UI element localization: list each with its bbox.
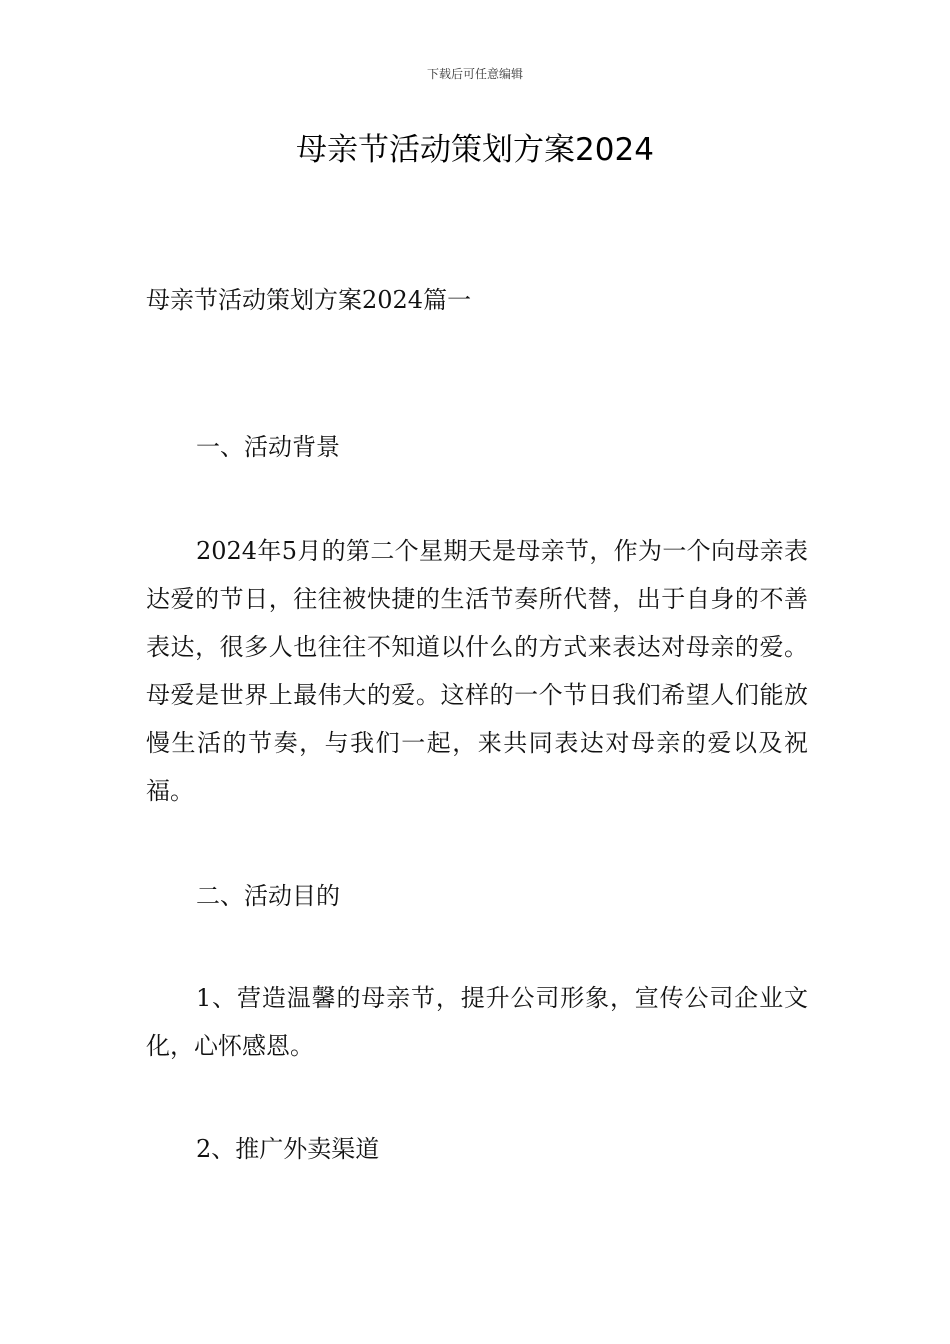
- section-heading-background: 一、活动背景: [196, 433, 340, 461]
- document-subtitle: 母亲节活动策划方案2024篇一: [146, 286, 472, 314]
- section-heading-purpose: 二、活动目的: [196, 882, 340, 910]
- background-paragraph: 2024年5月的第二个星期天是母亲节，作为一个向母亲表达爱的节日，往往被快捷的生活节奏所代替，出于自身的不善表达，很多人也往往不知道以什么的方式来表达对母亲的爱。母爱是世界上最伟大的爱。这样的一个节日我们希望人们能放慢生活的节奏，与我们一起，来共同表达对母亲的爱以及祝福。: [146, 537, 808, 805]
- page-header-note: 下载后可任意编辑: [426, 67, 523, 81]
- purpose-item-1: 1、营造温馨的母亲节，提升公司形象，宣传公司企业文化，心怀感恩。: [146, 984, 808, 1060]
- document-title: 母亲节活动策划方案2024: [296, 132, 654, 168]
- purpose-item-2: 2、推广外卖渠道: [196, 1135, 380, 1163]
